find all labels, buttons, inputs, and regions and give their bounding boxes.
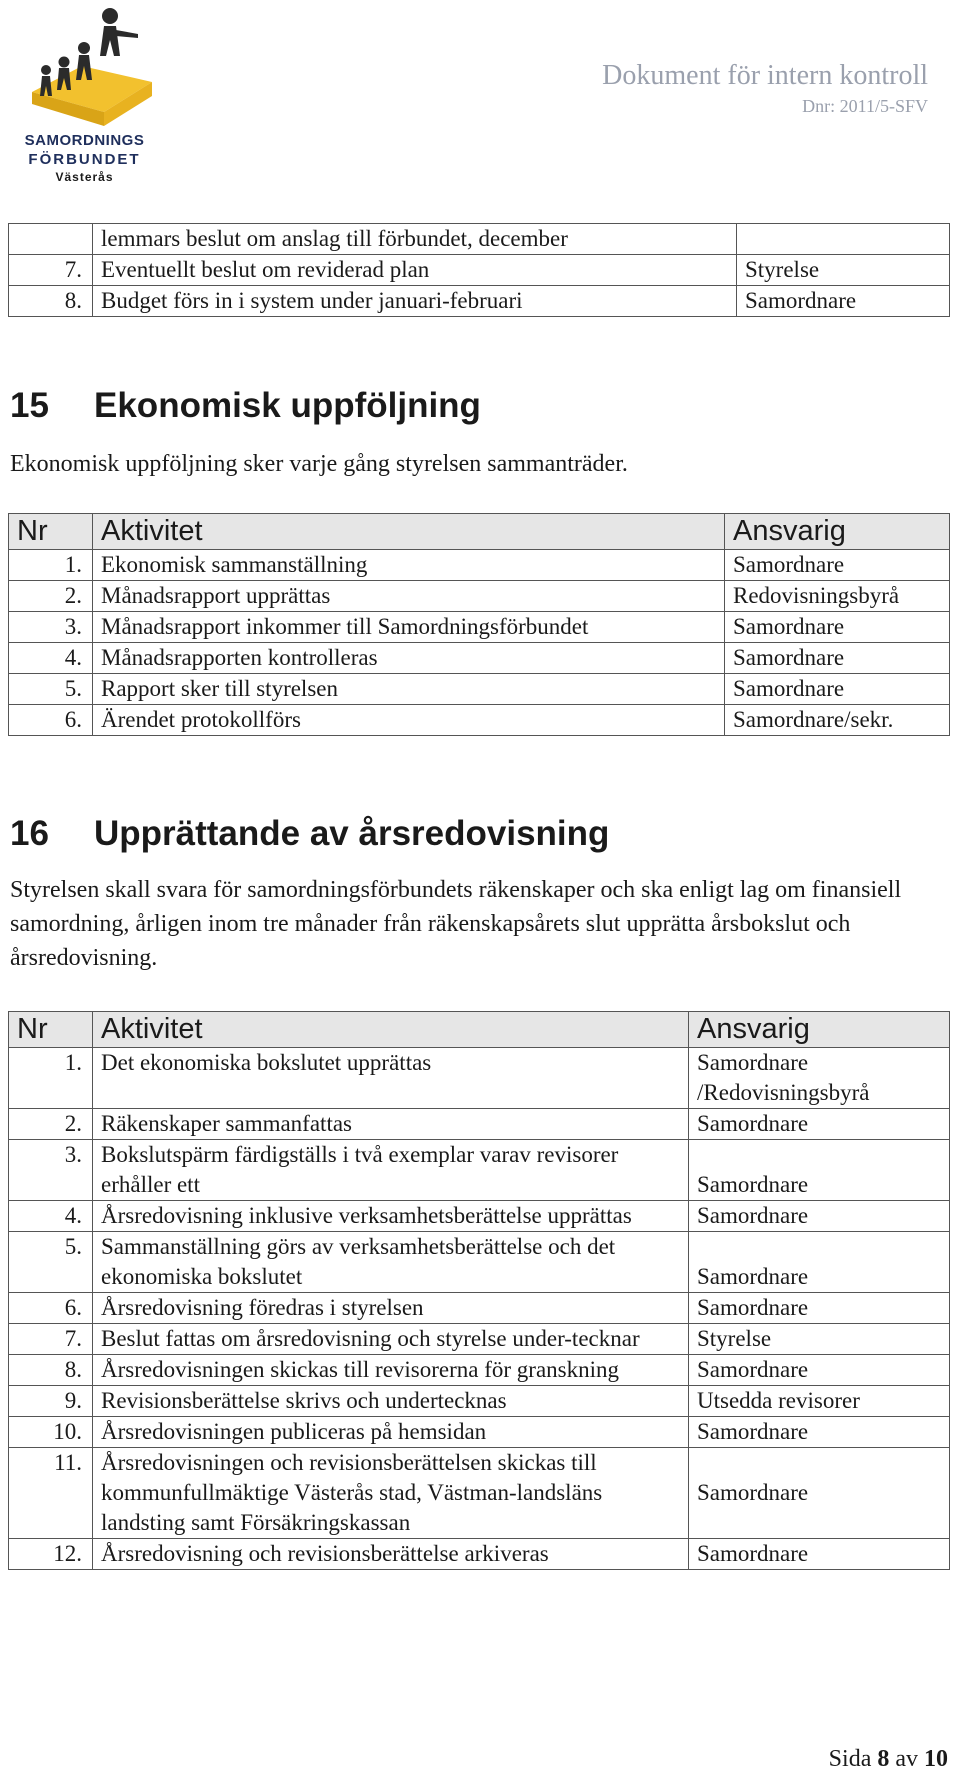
- cell-activity: Räkenskaper sammanfattas: [93, 1109, 689, 1140]
- cell-nr: 3.: [9, 1140, 93, 1201]
- document-dnr: Dnr: 2011/5-SFV: [802, 96, 928, 116]
- cell-nr: 8.: [9, 286, 93, 317]
- page-number: [829, 1746, 948, 1773]
- cell-responsible: Samordnare: [689, 1417, 950, 1448]
- cell-responsible: Samordnare: [689, 1232, 950, 1293]
- cell-nr: 5.: [9, 674, 93, 705]
- cell-responsible: Samordnare: [689, 1355, 950, 1386]
- column-header-nr: Nr: [9, 514, 93, 550]
- table-row: [9, 1232, 950, 1293]
- table-row: [9, 286, 950, 317]
- cell-responsible: Redovisningsbyrå: [725, 581, 950, 612]
- cell-nr: 4.: [9, 643, 93, 674]
- cell-nr: 4.: [9, 1201, 93, 1232]
- total-pages: 10: [924, 1746, 948, 1772]
- cell-responsible: Utsedda revisorer: [689, 1386, 950, 1417]
- column-header-activity: Aktivitet: [93, 1012, 689, 1048]
- cell-responsible: Samordnare: [689, 1539, 950, 1570]
- cell-activity: Ärendet protokollförs: [93, 705, 725, 736]
- cell-responsible: Samordnare /Redovisningsbyrå: [689, 1048, 950, 1109]
- cell-responsible: [737, 224, 950, 255]
- cell-responsible: Styrelse: [737, 255, 950, 286]
- cell-responsible: Samordnare: [689, 1109, 950, 1140]
- cell-activity: Årsredovisningen skickas till revisorerna för granskning: [93, 1355, 689, 1386]
- cell-responsible: Samordnare: [689, 1201, 950, 1232]
- table-row: [9, 1417, 950, 1448]
- column-header-nr: Nr: [9, 1012, 93, 1048]
- cell-responsible: Samordnare: [725, 550, 950, 581]
- table-row: [9, 612, 950, 643]
- table-row: [9, 705, 950, 736]
- column-header-activity: Aktivitet: [93, 514, 725, 550]
- table-row: [9, 1355, 950, 1386]
- cell-responsible: Samordnare: [725, 643, 950, 674]
- cell-nr: 5.: [9, 1232, 93, 1293]
- cell-nr: 10.: [9, 1417, 93, 1448]
- organization-logo: [12, 4, 157, 189]
- continued-table: [8, 223, 950, 317]
- section-15-table: [8, 513, 950, 736]
- cell-nr: 9.: [9, 1386, 93, 1417]
- cell-responsible: Samordnare: [725, 674, 950, 705]
- table-row: [9, 674, 950, 705]
- cell-activity: Årsredovisningen och revisionsberättelsen skickas till kommunfullmäktige Västerås stad, Västman-landsläns landsting samt Försäkringskassan: [93, 1448, 689, 1539]
- column-header-responsible: Ansvarig: [689, 1012, 950, 1048]
- cell-activity: Ekonomisk sammanställning: [93, 550, 725, 581]
- cell-nr: 11.: [9, 1448, 93, 1539]
- table-row: [9, 255, 950, 286]
- cell-nr: 3.: [9, 612, 93, 643]
- cell-responsible: Samordnare: [737, 286, 950, 317]
- page-prefix: Sida: [828, 1746, 872, 1772]
- cell-responsible: Samordnare: [689, 1293, 950, 1324]
- cell-responsible: Samordnare: [689, 1448, 950, 1539]
- cell-responsible: Samordnare/sekr.: [725, 705, 950, 736]
- table-row: [9, 581, 950, 612]
- cell-nr: 1.: [9, 1048, 93, 1109]
- page-separator: av: [895, 1746, 918, 1772]
- section-title: Upprättande av årsredovisning: [94, 814, 610, 853]
- section-title: Ekonomisk uppföljning: [94, 386, 481, 425]
- cell-activity: lemmars beslut om anslag till förbundet, december: [93, 224, 737, 255]
- cell-nr: 7.: [9, 1324, 93, 1355]
- logo-line-3: Västerås: [55, 170, 114, 184]
- table-row: [9, 1048, 950, 1109]
- table-row: [9, 1539, 950, 1570]
- section-number: 16: [10, 814, 49, 853]
- cell-activity: Eventuellt beslut om reviderad plan: [93, 255, 737, 286]
- logo-figures-icon: [12, 4, 157, 134]
- cell-activity: Årsredovisning föredras i styrelsen: [93, 1293, 689, 1324]
- table-header-row: [9, 514, 950, 550]
- cell-activity: Årsredovisning och revisionsberättelse arkiveras: [93, 1539, 689, 1570]
- table-row: [9, 224, 950, 255]
- cell-activity: Månadsrapport inkommer till Samordningsförbundet: [93, 612, 725, 643]
- cell-responsible: Samordnare: [689, 1140, 950, 1201]
- table-row: [9, 1293, 950, 1324]
- table-row: [9, 1448, 950, 1539]
- table-row: [9, 1324, 950, 1355]
- section-16-table: [8, 1011, 950, 1570]
- table-header-row: [9, 1012, 950, 1048]
- cell-nr: 6.: [9, 1293, 93, 1324]
- table-row: [9, 1140, 950, 1201]
- logo-line-1: SAMORDNINGS: [24, 132, 145, 149]
- table-row: [9, 643, 950, 674]
- column-header-responsible: Ansvarig: [725, 514, 950, 550]
- cell-activity: Revisionsberättelse skrivs och undertecknas: [93, 1386, 689, 1417]
- cell-nr: 1.: [9, 550, 93, 581]
- cell-activity: Sammanställning görs av verksamhetsberättelse och det ekonomiska bokslutet: [93, 1232, 689, 1293]
- cell-activity: Budget förs in i system under januari-februari: [93, 286, 737, 317]
- cell-responsible: Samordnare: [725, 612, 950, 643]
- cell-activity: Årsredovisning inklusive verksamhetsberättelse upprättas: [93, 1201, 689, 1232]
- cell-activity: Beslut fattas om årsredovisning och styrelse under-tecknar: [93, 1324, 689, 1355]
- cell-activity: Det ekonomiska bokslutet upprättas: [93, 1048, 689, 1109]
- document-title: Dokument för intern kontroll: [602, 60, 928, 91]
- table-row: [9, 1109, 950, 1140]
- section-16-text: Styrelsen skall svara för samordningsförbundets räkenskaper och ska enligt lag om finansiell samordning, årligen inom tre månader från räkenskapsårets slut upprätta årsbokslut och årsredovisning.: [10, 877, 902, 971]
- cell-nr: [9, 224, 93, 255]
- cell-nr: 8.: [9, 1355, 93, 1386]
- cell-activity: Månadsrapport upprättas: [93, 581, 725, 612]
- cell-activity: Rapport sker till styrelsen: [93, 674, 725, 705]
- cell-activity: Årsredovisningen publiceras på hemsidan: [93, 1417, 689, 1448]
- cell-activity: Månadsrapporten kontrolleras: [93, 643, 725, 674]
- cell-nr: 7.: [9, 255, 93, 286]
- section-number: 15: [10, 386, 49, 425]
- table-row: [9, 550, 950, 581]
- cell-responsible: Styrelse: [689, 1324, 950, 1355]
- section-16-heading: [10, 814, 609, 854]
- logo-line-2: FÖRBUNDET: [28, 151, 141, 168]
- cell-nr: 6.: [9, 705, 93, 736]
- section-15-heading: [10, 386, 481, 426]
- cell-nr: 12.: [9, 1539, 93, 1570]
- table-row: [9, 1201, 950, 1232]
- section-15-text: Ekonomisk uppföljning sker varje gång styrelsen sammanträder.: [10, 451, 628, 477]
- table-row: [9, 1386, 950, 1417]
- cell-activity: Bokslutspärm färdigställs i två exemplar varav revisorer erhåller ett: [93, 1140, 689, 1201]
- cell-nr: 2.: [9, 1109, 93, 1140]
- cell-nr: 2.: [9, 581, 93, 612]
- current-page: 8: [877, 1746, 890, 1772]
